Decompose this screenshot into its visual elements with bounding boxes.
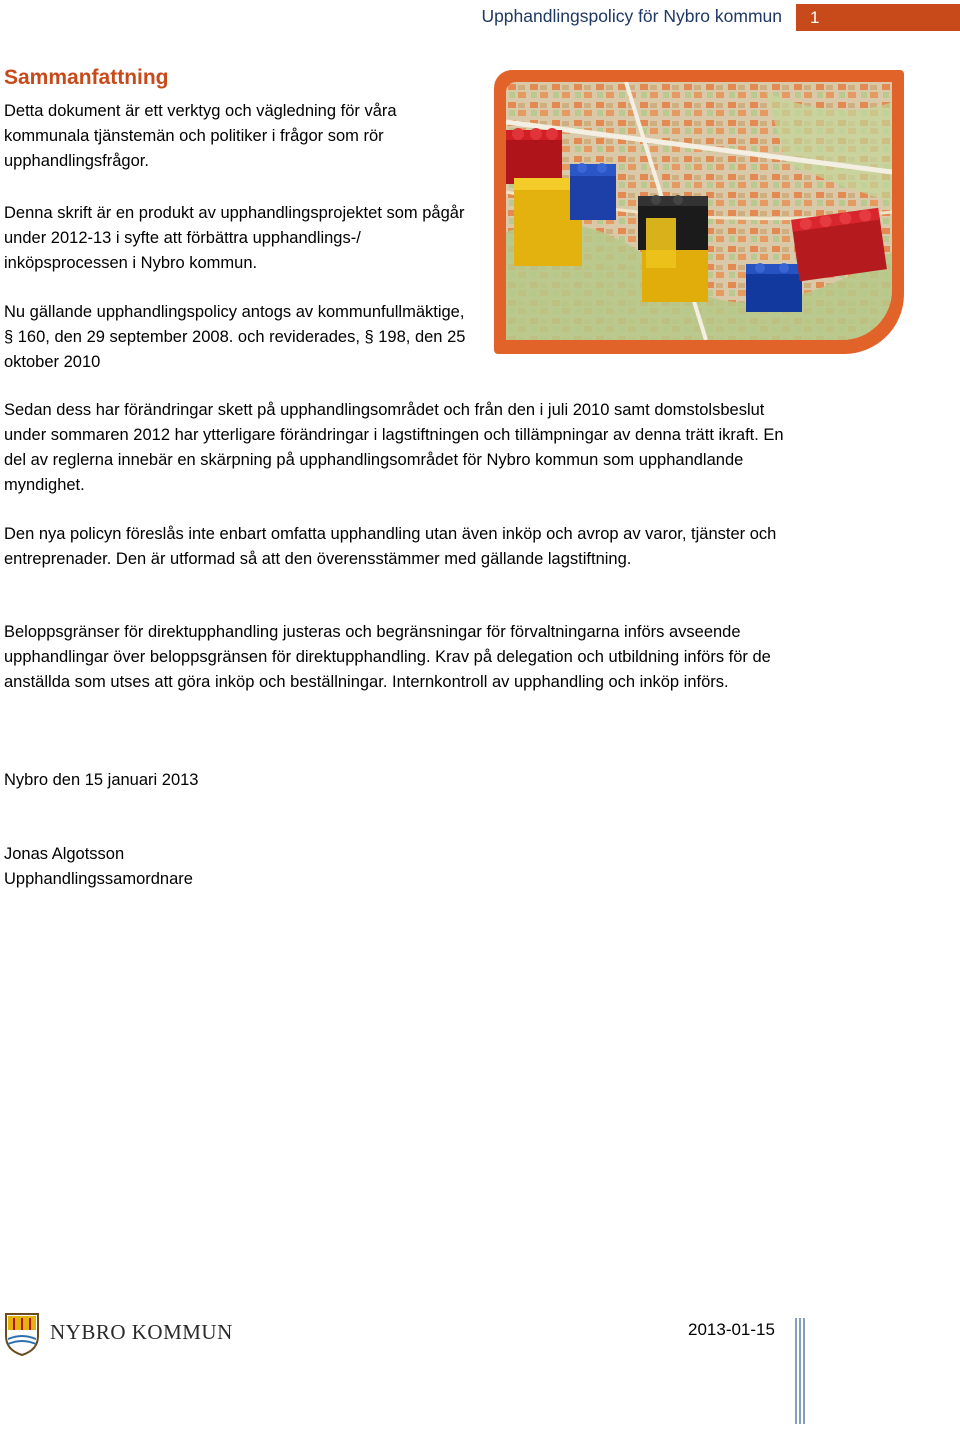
signatory-title: Upphandlingssamordnare: [4, 870, 193, 888]
header-title: Upphandlingspolicy för Nybro kommun: [481, 6, 782, 26]
summary-paragraph-1: Detta dokument är ett verktyg och vägledning för våra kommunala tjänstemän och politiker i frågor som rör upphandlingsfrågor.: [4, 102, 397, 170]
footer-logo-text: NYBRO KOMMUN: [50, 1320, 233, 1344]
map-with-lego-bricks-image: [506, 82, 892, 340]
section-heading: Sammanfattning: [4, 66, 169, 89]
signature-block: [4, 842, 193, 892]
coat-of-arms-logo-icon: [4, 1312, 40, 1361]
page-number: 1: [796, 4, 960, 31]
place-date: Nybro den 15 januari 2013: [4, 771, 199, 789]
summary-paragraph-3: Nu gällande upphandlingspolicy antogs av kommunfullmäktige, § 160, den 29 september 2008. och reviderades, § 198, den 25 oktober 2010: [4, 303, 466, 371]
signatory-name: Jonas Algotsson: [4, 845, 125, 863]
summary-paragraph-4: Sedan dess har förändringar skett på upphandlingsområdet och från den i juli 2010 samt domstolsbeslut under sommaren 2012 har ytterligare förändringar i lagstiftningen och tillämpningar av denna trätt ikraft. En del av reglerna innebär en skärpning på upphandlingsområdet för Nybro kommun som upphandlande myndighet.: [4, 401, 784, 494]
summary-paragraph-5: Den nya policyn föreslås inte enbart omfatta upphandling utan även inköp och avrop av varor, tjänster och entreprenader. Den är utformad så att den överensstämmer med gällande lagstiftning.: [4, 525, 777, 568]
summary-paragraph-2: Denna skrift är en produkt av upphandlingsprojektet som pågår under 2012-13 i syfte att förbättra upphandlings-/ inköpsprocessen i Nybro kommun.: [4, 204, 465, 272]
footer-date: 2013-01-15: [688, 1320, 775, 1339]
footer-decorative-lines: [794, 1318, 810, 1429]
summary-paragraph-6: Beloppsgränser för direktupphandling justeras och begränsningar för förvaltningarna införs avseende upphandlingar över beloppsgränsen för direktupphandling. Krav på delegation och utbildning införs för de anställda som utses att göra inköp och beställningar. Internkontroll av upphandling och inköp införs.: [4, 623, 771, 691]
